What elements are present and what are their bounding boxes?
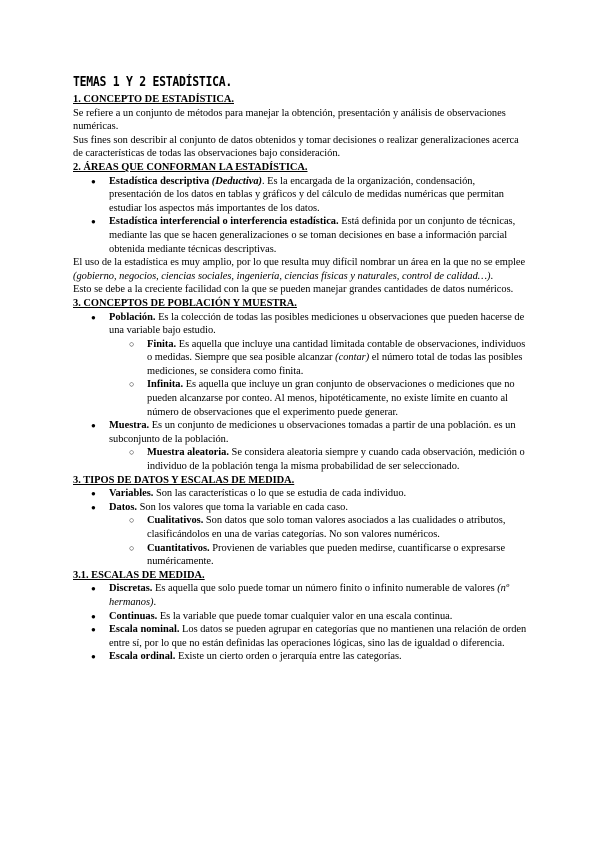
document-body [73, 93, 528, 664]
term: Cualitativos. [147, 515, 204, 527]
bullet-list [73, 175, 528, 257]
term: Discretas. [109, 583, 153, 595]
definition: Es la colección de todas las posibles mediciones u observaciones que pueden hacerse de una variable bajo estudio. [109, 311, 525, 337]
sub-list-item: ○ Cuantitativos. Provienen de variables que pueden medirse, cuantificarse o expresarse numéricamente. [109, 542, 528, 569]
term: Finita. [147, 338, 177, 350]
paragraph: Se refiere a un conjunto de métodos para manejar la obtención, presentación y análisis de observaciones numéricas. [73, 107, 506, 133]
sub-list-item: ○ Cualitativos. Son datos que solo toman valores asociados a las cualidades o atributos, clasificándolos en una de varias categorías. No son valores numéricos. [109, 514, 528, 541]
paragraph: El uso de la estadística es muy amplio, por lo que resulta muy difícil nombrar un área en la que no se emplee (gobierno, negocios, ciencias sociales, ingeniería, ciencias físicas y naturales, control de calidad…). [73, 257, 526, 282]
section-heading-tipos: 3. TIPOS DE DATOS Y ESCALAS DE MEDIDA. [73, 474, 295, 486]
paragraph: Sus fines son describir al conjunto de datos obtenidos y tomar decisiones o realizar generalizaciones acerca de características de todas las observaciones bajo consideración. [73, 134, 519, 160]
list-item: ● Discretas. Es aquella que solo puede tomar un número finito o infinito numerable de valores (nº hermanos). [73, 582, 528, 609]
sub-list-item: ○ Muestra aleatoria. Se considera aleatoria siempre y cuando cada observación, medición o individuo de la población tenga la misma probabilidad de ser seleccionado. [109, 446, 528, 473]
definition: Es un conjunto de mediciones u observaciones tomadas a partir de una población. es un subconjunto de la población. [109, 420, 516, 445]
sub-list-item: ○ Finita. Es aquella que incluye una cantidad limitada contable de observaciones, individuos o medidas. Siempre que sea posible alcanzar (contar) el número total de todas las posibles mediciones, se considera como finita. [109, 338, 528, 379]
term: Escala nominal. [109, 624, 180, 636]
term: Variables. [109, 488, 154, 500]
list-item [73, 419, 528, 473]
list-item [73, 215, 528, 256]
term: Estadística interferencial o interferencia estadística. [109, 216, 339, 228]
sub-list [109, 514, 528, 568]
section-heading-areas: 2. ÁREAS QUE CONFORMAN LA ESTADÍSTICA. [73, 161, 308, 173]
term: Población. [109, 311, 156, 323]
bullet-list [73, 582, 528, 664]
term-note: (Deductiva) [211, 175, 262, 187]
section-heading-poblacion: 3. CONCEPTOS DE POBLACIÓN Y MUESTRA. [73, 297, 297, 309]
examples: (gobierno, negocios, ciencias sociales, ingeniería, ciencias físicas y naturales, control de calidad…) [73, 270, 491, 282]
sub-list-item: ○ Infinita. Es aquella que incluye un gran conjunto de observaciones o mediciones que no pueden alcanzarse por conteo. Al menos, hipotéticamente, no existe límite en cuanto al número de observaciones que el experimento puede generar. [109, 378, 528, 419]
term: Infinita. [147, 379, 184, 391]
term: Datos. [109, 501, 137, 513]
sub-list [109, 338, 528, 420]
paragraph: Esto se debe a la creciente facilidad con la que se pueden manejar grandes cantidades de datos numéricos. [73, 284, 514, 296]
term: Escala ordinal. [109, 651, 176, 663]
list-item [73, 311, 528, 420]
list-item: ● Escala nominal. Los datos se pueden agrupar en categorías que no mantienen una relación de orden entre sí, por lo que no están definidas las operaciones lógicas, sino las de igualdad o diferencia. [73, 623, 528, 650]
bullet-list [73, 311, 528, 474]
term: Continuas. [109, 610, 158, 622]
definition: Está definida por un conjunto de técnicas, mediante las que se hacen generalizaciones o se toman decisiones en base a información parcial obtenida mediante técnicas descriptivas. [109, 216, 516, 255]
list-item [73, 175, 528, 216]
sub-list [109, 446, 528, 473]
bullet-list [73, 487, 528, 569]
document-title: TEMAS 1 Y 2 ESTADÍSTICA. [73, 75, 232, 90]
term: Muestra. [109, 420, 150, 432]
section-heading-concepto: 1. CONCEPTO DE ESTADÍSTICA. [73, 94, 234, 105]
definition: . Es la encargada de la organización, condensación, presentación de los datos en tablas y gráficos y del cálculo de medidas numéricas que permitan estudiar los aspectos más importantes de los datos. [109, 175, 504, 214]
term: Cuantitativos. [147, 542, 210, 554]
term: Muestra aleatoria. [147, 447, 229, 459]
list-item: ● Variables. Son las características o lo que se estudia de cada individuo. [73, 487, 528, 501]
section-heading-escalas: 3.1. ESCALAS DE MEDIDA. [73, 569, 205, 581]
list-item: ● Continuas. Es la variable que puede tomar cualquier valor en una escala continua. [73, 610, 528, 624]
list-item: ● Escala ordinal. Existe un cierto orden o jerarquía entre las categorías. [73, 650, 528, 664]
list-item: ● Datos. Son los valores que toma la variable en cada caso. ○ Cualitativos. Son datos que solo toman valores asociados a las cualidades o atributos, clasificándolos en una de varias categorías. No son valores numéricos. ○ Cuantitativos. Provienen de variables que pueden medirse, cuantificarse o expresarse numéricamente. [73, 501, 528, 569]
term: Estadística descriptiva [109, 175, 210, 187]
